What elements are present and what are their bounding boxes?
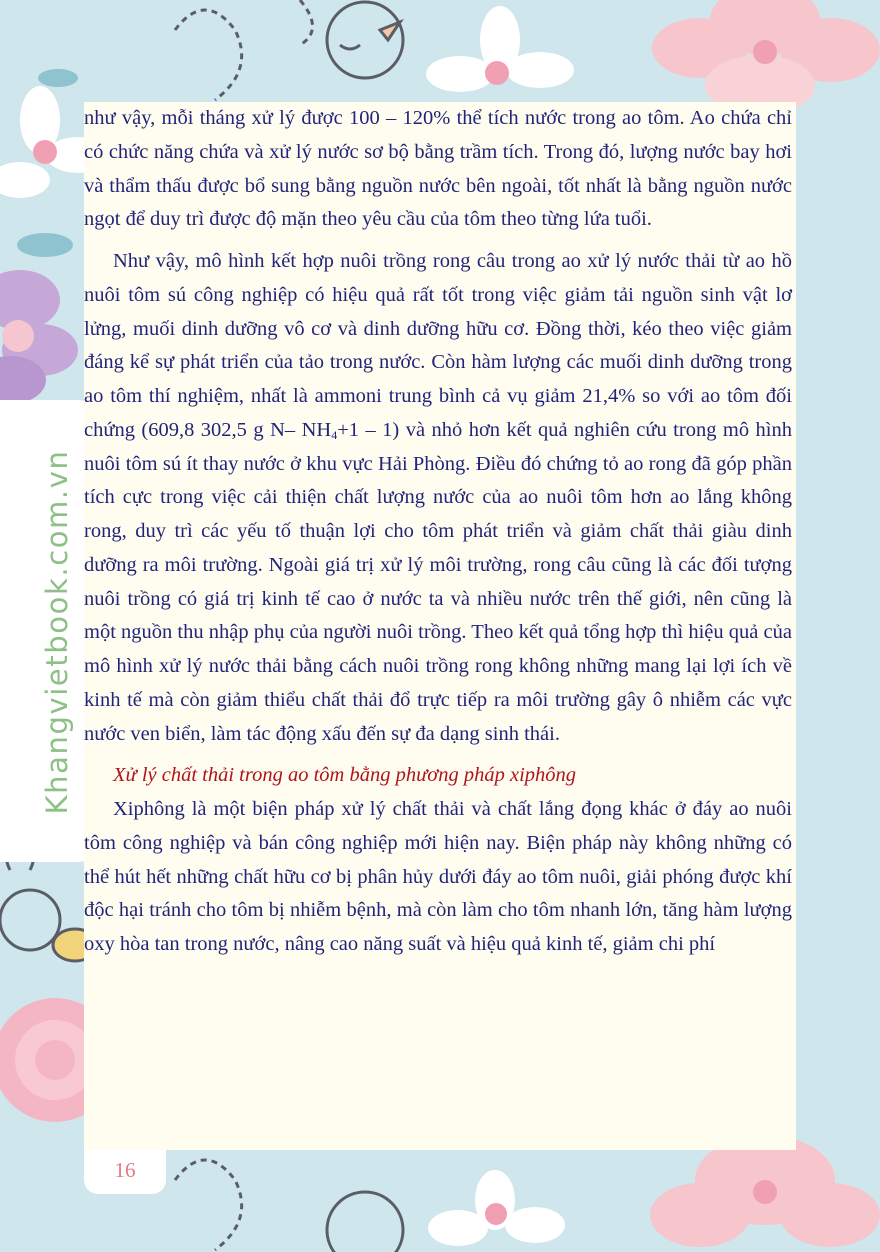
bottom-white-flower-icon [428,1170,565,1246]
paragraph-1: như vậy, mỗi tháng xử lý được 100 – 120% thể tích nước trong ao tôm. Ao chứa chỉ có chức năng chứa và xử lý nước sơ bộ bằng trầm tích. Trong đó, lượng nước bay hơi và thẩm thấu được bổ sung bằng nguồn nước bên ngoài, tốt nhất là bằng nguồn nước ngọt để duy trì được độ mặn theo yêu cầu của tôm theo từng lứa tuổi. [84,107,792,231]
paragraph-3: Xiphông là một biện pháp xử lý chất thải và chất lắng đọng khác ở đáy ao nuôi tôm công nghiệp và bán công nghiệp mới hiện nay. Biện pháp này không những có thể hút hết những chất hữu cơ bị phân hủy dưới đáy ao tôm nuôi, giải phóng được khí độc hại tránh cho tôm bị nhiễm bệnh, mà còn làm cho tôm nhanh lớn, tăng hàm lượng oxy hòa tan trong nước, nâng cao năng suất và hiệu quả kinh tế, giảm chi phí [84,798,792,955]
page-body [84,102,792,962]
page-number: 16 [84,1150,166,1194]
purple-flower-icon [0,270,78,404]
paragraph-2-part-1: Như vậy, mô hình kết hợp nuôi trồng rong câu trong ao xử lý nước thải từ ao hồ nuôi tôm sú công nghiệp có hiệu quả rất tốt trong việc giảm tải nguồn sinh vật lơ lửng, muối dinh dưỡng vô cơ và dinh dưỡng hữu cơ. Đồng thời, kéo theo việc giảm đáng kể sự phát triển của tảo trong nước. Còn hàm lượng các muối dinh dưỡng trong ao tôm thí nghiệm, nhất là ammoni trung bình cả vụ giảm 21,4% so với ao tôm đối chứng (609,8 302,5 g N– NH [84,250,792,441]
bottom-pink-flower-icon [650,1135,880,1247]
section-heading: Xử lý chất thải trong ao tôm bằng phương pháp xiphông [113,764,577,787]
bottom-bird-doodle-icon [175,1160,403,1252]
paragraph-2 [84,245,792,751]
bee-doodle-icon [0,850,97,961]
bird-doodle-icon [175,0,403,100]
site-watermark: Khangvietbook.com.vn [40,449,74,815]
white-flower-icon [426,6,574,92]
pink-flower-icon [652,0,880,115]
subscript: 4 [331,427,338,442]
paragraph-2-part-2: +1 – 1) và nhỏ hơn kết quả nghiên cứu trong mô hình nuôi tôm sú ít thay nước ở khu vực Hải Phòng. Điều đó chứng tỏ ao rong đã góp phần tích cực trong việc cải thiện chất lượng nước của ao nuôi tôm hơn ao lắng không rong, duy trì các yếu tố thuận lợi cho tôm phát triển và giảm chất thải giàu dinh dưỡng ra môi trường. Ngoài giá trị xử lý môi trường, rong câu cũng là các đối tượng nuôi trồng có giá trị kinh tế cao ở nước ta và nhiều nước trên thế giới, nên cũng là một nguồn thu nhập phụ của người nuôi trồng. Theo kết quả tổng hợp thì hiệu quả của mô hình xử lý nước thải bằng cách nuôi trồng rong không những mang lại lợi ích về kinh tế mà còn giảm thiểu chất thải đổ trực tiếp ra môi trường gây ô nhiễm các vực nước ven biển, làm tác động xấu đến sự đa dạng sinh thái. [84,418,792,745]
